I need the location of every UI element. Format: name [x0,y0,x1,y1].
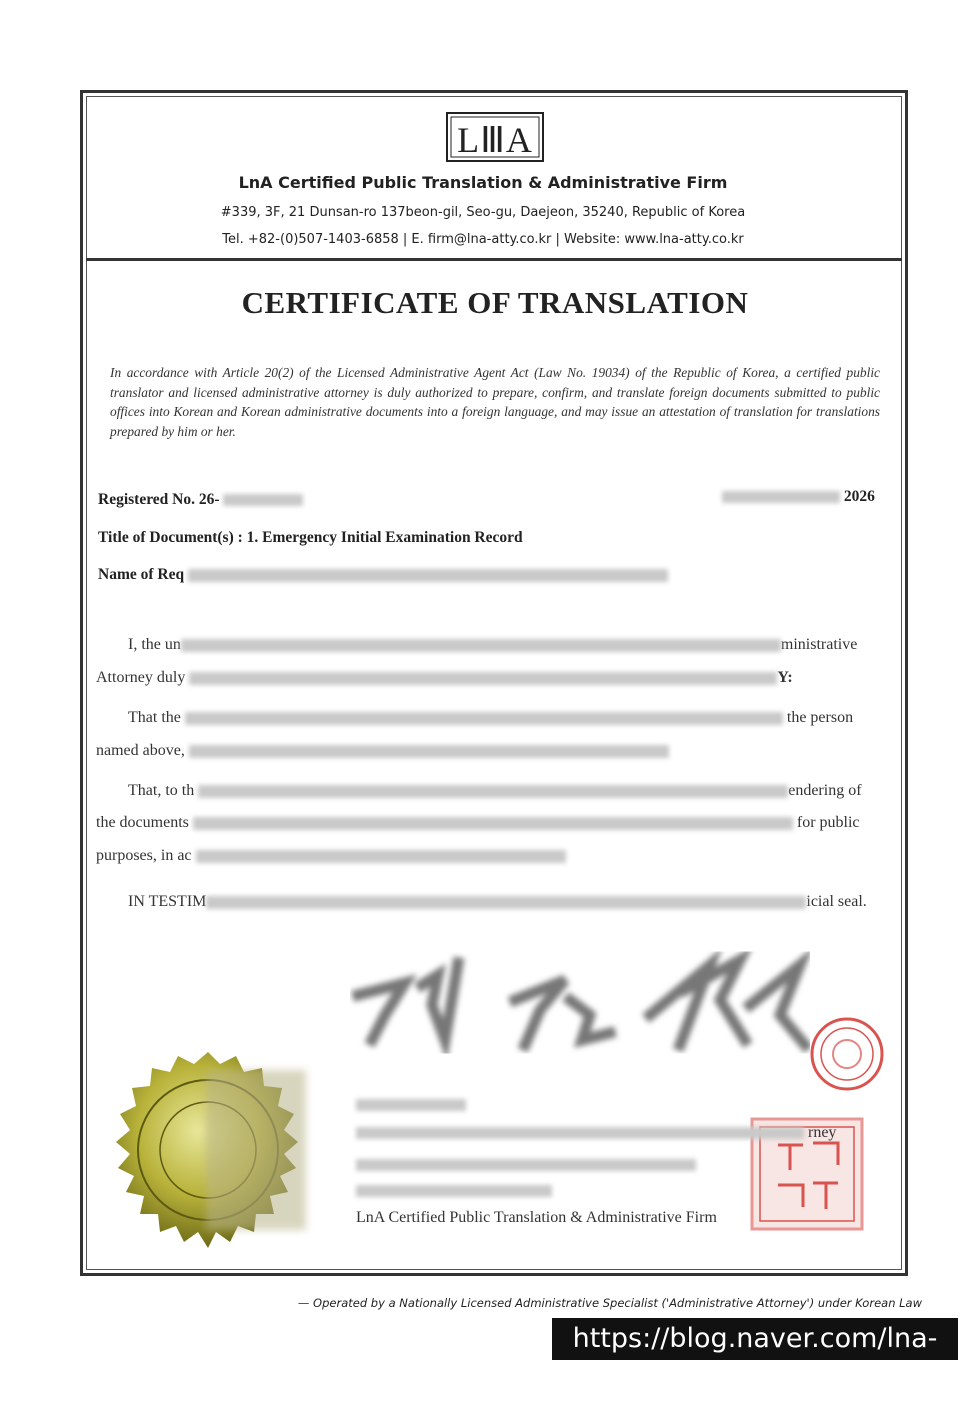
redacted-text [189,745,669,758]
firm-address: #339, 3F, 21 Dunsan-ro 137beon-gil, Seo-gu, Daejeon, 35240, Republic of Korea [220,205,746,220]
body-p3-line1: That, to th endering of [128,782,862,799]
registered-no-row [98,491,303,509]
redacted-text [193,817,793,830]
signature-title-line: rney [356,1124,836,1142]
operated-by-note: — Operated by a Nationally Licensed Administrative Specialist ('Administrative Attorney') under Korean Law [297,1296,922,1310]
certificate-title: CERTIFICATE OF TRANSLATION [241,285,749,320]
issue-date [722,488,875,506]
redacted-text [181,639,781,652]
registered-label: Registered No. 26- [98,491,220,508]
document-title-row [98,529,523,547]
requester-row [98,566,668,584]
gold-seal-icon [98,1030,318,1260]
redacted-translator-name [356,1099,466,1111]
redacted-text [185,712,783,725]
firm-contact: Tel. +82-(0)507-1403-6858 | E. firm@lna-atty.co.kr | Website: www.lna-atty.co.kr [222,232,744,247]
blog-url-watermark: https://blog.naver.com/lna-atty [552,1318,958,1360]
intro-paragraph: In accordance with Article 20(2) of the Licensed Administrative Agent Act (Law No. 19034) of the Republic of Korea, a certified public translator and licensed administrative attorney is duly authorized to prepare, confirm, and translate foreign documents submitted to public offices into Korean and Korean administrative documents into a foreign language, and may issue an attestation of translation for translations prepared by him or her. [110,365,880,439]
redacted-text [196,850,566,863]
body-p2-line2: named above, [96,742,669,760]
date-year: 2026 [843,488,875,505]
requester-label: Name of Req [98,566,185,583]
body-p2-line1: That the the person [128,709,854,726]
redacted-text [198,785,788,798]
title-value: 1. Emergency Initial Examination Record [246,529,523,546]
body-p1-line1: I, the un ministrative [128,636,858,653]
body-p1-line2: Attorney duly Y: [96,669,793,686]
redacted-date [722,491,840,503]
redacted-license-line [356,1185,552,1197]
redacted-text [356,1127,804,1139]
signature-icon [350,945,810,1070]
redacted-text [206,896,806,909]
signature-firm-name: LnA Certified Public Translation & Administrative Firm [356,1209,717,1226]
firm-name: LnA Certified Public Translation & Administrative Firm [238,173,728,192]
firm-logo-icon [446,112,544,162]
redacted-text [189,672,777,685]
header-divider [86,258,902,261]
body-p3-line2: the documents for public [96,814,860,831]
body-p4-line1: IN TESTIM icial seal. [128,893,867,910]
red-round-seal-icon [808,1012,886,1096]
logo-text: LⅢA [457,120,533,160]
redacted-ministry-line [356,1159,696,1171]
title-label: Title of Document(s) : [98,529,243,546]
redacted-registered-number [223,494,303,506]
redacted-requester [188,569,668,582]
body-p3-line3: purposes, in ac [96,847,566,865]
